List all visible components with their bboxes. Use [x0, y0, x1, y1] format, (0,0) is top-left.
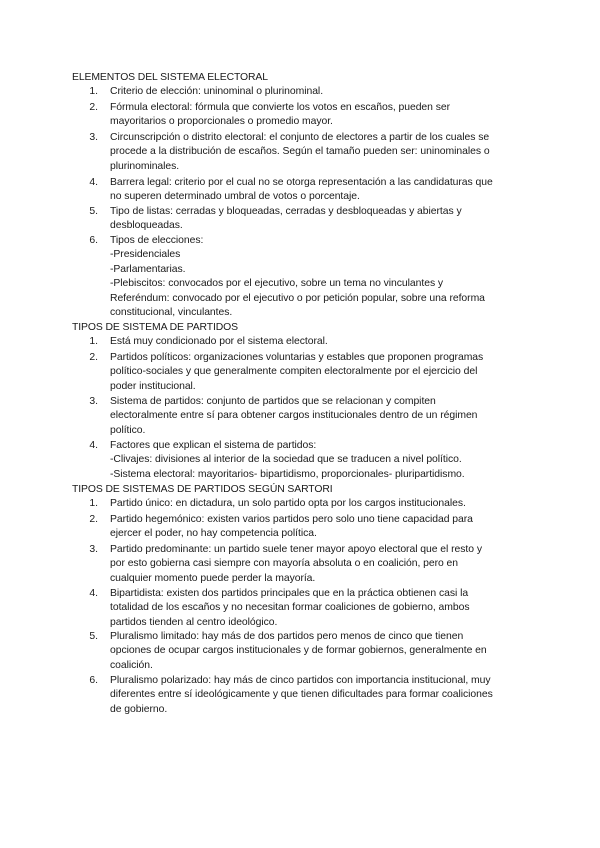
section-title-elementos: ELEMENTOS DEL SISTEMA ELECTORAL — [72, 72, 268, 83]
section-title-sartori: TIPOS DE SISTEMAS DE PARTIDOS SEGÚN SARTORI — [72, 484, 333, 495]
section-title-tipos-sistema: TIPOS DE SISTEMA DE PARTIDOS — [72, 322, 238, 333]
document-page: ELEMENTOS DEL SISTEMA ELECTORAL 1. Criterio de elección: uninominal o plurinominal. 2. Fórmula electoral: fórmula que convierte los votos en escaños, pueden ser mayoritarios o proporcionales o promedio mayor. 3. Circunscripción o distrito electoral: el conjunto de electores a partir de los cuales se procede a la distribución de escaños. Según el tamaño pueden ser: uninominales o plurinominales. 4. Barrera legal: criterio por el cual no se otorga representación a las candidaturas que no superen determinado umbral de votos o porcentaje. 5. Tipo de listas: cerradas y bloqueadas, cerradas y desbloqueadas y abiertas y desbloqueadas. 6. Tipos de elecciones: -Presidenciales -Parlamentarias. -Plebiscitos: convocados por el ejecutivo, sobre un tema no vinculantes y Referéndum: convocado por el ejecutivo o por petición popular, sobre una reforma constitucional, vinculantes. TIPOS DE SISTEMA DE PARTIDOS 1. Está muy condicionado por el sistema electoral. 2. Partidos políticos: organizaciones voluntarias y estables que proponen programas político-sociales y que generalmente compiten electoralmente por el ejercicio del poder institucional. 3. Sistema de partidos: conjunto de partidos que se relacionan y compiten electoralmente entre sí para obtener cargos institucionales dentro de un régimen político. 4. Factores que explican el sistema de partidos: -Clivajes: divisiones al interior de la sociedad que se traducen a nivel político. -Sistema electoral: mayoritarios- bipartidismo, proporcionales- pluripartidismo. TIPOS DE SISTEMAS DE PARTIDOS SEGÚN SARTORI 1. Partido único: en dictadura, un solo partido opta por los cargos institucionales. 2. Partido hegemónico: existen varios partidos pero solo uno tiene capacidad para ejercer el poder, no hay competencia política. 3. Partido predominante: un partido suele tener mayor apoyo electoral que el resto y por esto gobierna casi siempre con mayoría absoluta o en coalición, pero en cualquier momento puede perder la mayoría. 4. Bipartidista: existen dos partidos principales que en la práctica obtienen casi la totalidad de los escaños y no necesitan formar coaliciones de gobierno, ambos partidos tienden al centro ideológico. 5. Pluralismo limitado: hay más de dos partidos pero menos de cinco que tienen opciones de ocupar cargos institucionales y de formar gobiernos, generalmente en coalición. 6. Pluralismo polarizado: hay más de cinco partidos con importancia institucional, muy diferentes entre sí ideológicamente y que tienen dificultades para formar coaliciones de gobierno. — [72, 72, 493, 715]
